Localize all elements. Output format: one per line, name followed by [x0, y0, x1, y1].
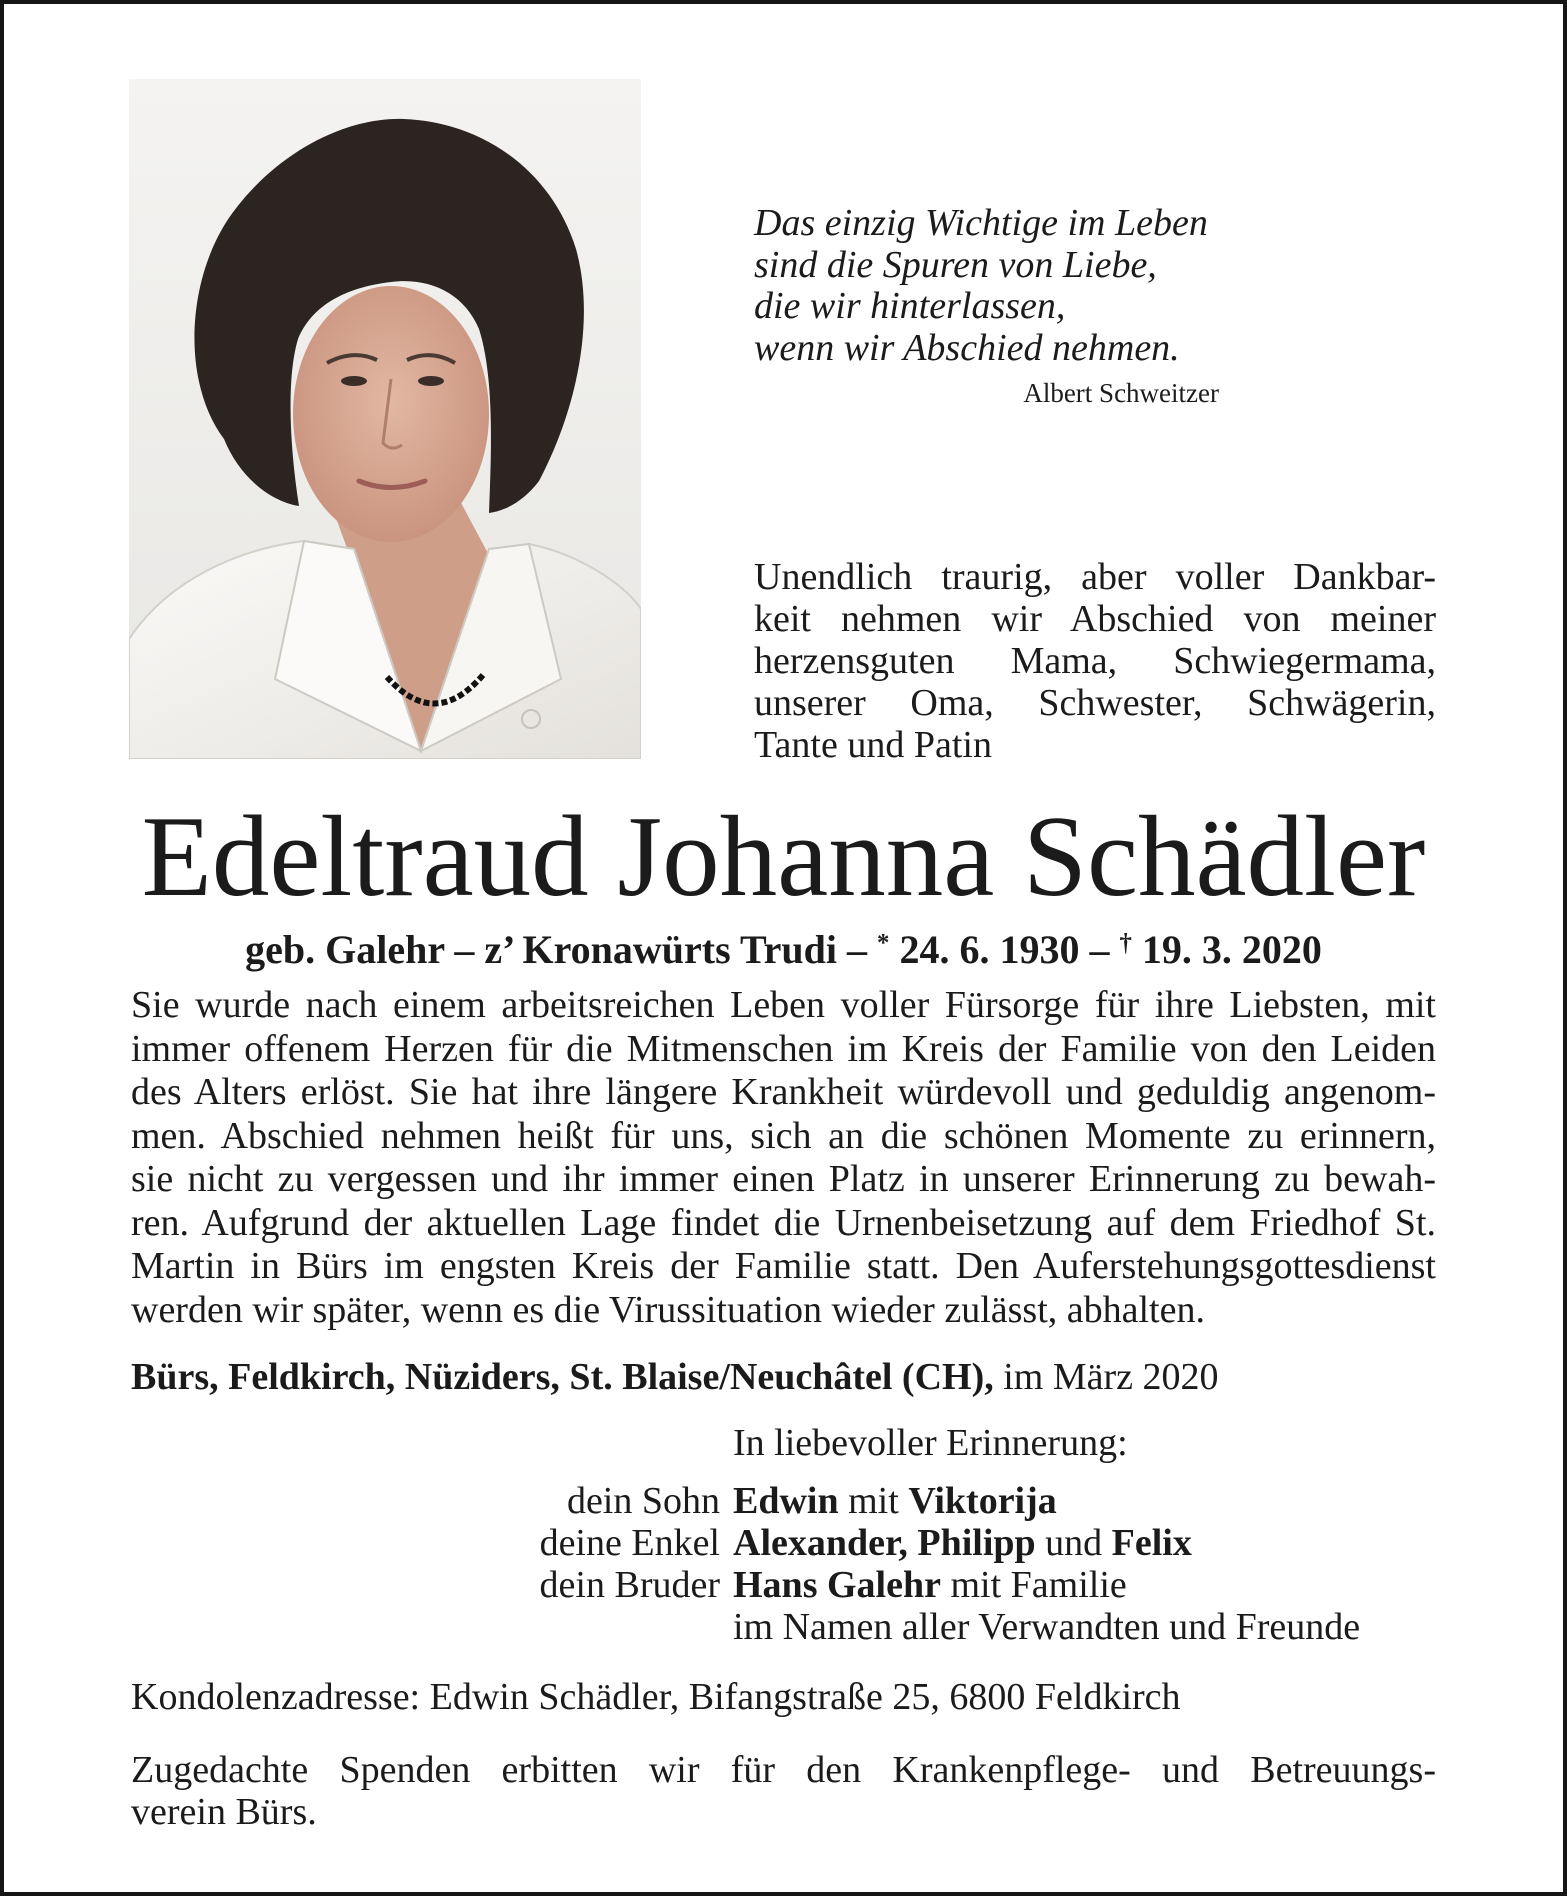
mourner-relation: [131, 1606, 733, 1648]
intro-line: herzensguten Mama, Schwiegermama,: [754, 640, 1436, 682]
intro-line: unserer Oma, Schwester, Schwägerin,: [754, 682, 1436, 724]
mourner-row: [131, 1564, 1436, 1606]
body-line: werden wir später, wenn es die Virussituation wieder zulässt, abhalten.: [131, 1288, 1205, 1331]
birth-symbol: *: [877, 929, 890, 957]
intro-line: keit nehmen wir Abschied von meiner: [754, 598, 1436, 640]
body-line: sie nicht zu vergessen und ihr immer einen Platz in unserer Erinnerung zu bewah-: [131, 1158, 1436, 1200]
intro-paragraph: [754, 556, 1436, 766]
mourner-names: [733, 1606, 1436, 1648]
mourner-name: Alexander, Philipp: [733, 1522, 1036, 1564]
quote: [754, 203, 1208, 369]
intro-line: Unendlich traurig, aber voller Dankbar-: [754, 556, 1436, 598]
separator: –: [1089, 927, 1110, 972]
places: Bürs, Feldkirch, Nüziders, St. Blaise/Neuchâtel (CH),: [131, 1356, 994, 1398]
mourner-name: Viktorija: [908, 1480, 1057, 1522]
date: im März 2020: [1003, 1356, 1219, 1398]
mourner-relation: dein Sohn: [566, 1480, 720, 1522]
mourner-connector: im Namen aller Verwandten und Freunde: [733, 1606, 1361, 1648]
mourner-names: [733, 1522, 1436, 1564]
separator: –: [454, 927, 475, 972]
mourner-row: [131, 1480, 1436, 1522]
mourner-connector: mit: [848, 1480, 899, 1522]
blouse-button: [522, 710, 540, 728]
body-line: immer offenem Herzen für die Mitmenschen im Kreis der Familie von den Leiden: [131, 1027, 1436, 1070]
quote-line: wenn wir Abschied nehmen.: [754, 326, 1180, 369]
mourner-name: Edwin: [733, 1480, 839, 1522]
mourner-row: [131, 1522, 1436, 1564]
portrait-photo: [129, 79, 641, 759]
mourner-connector: mit Familie: [950, 1564, 1127, 1606]
mourner-row: [131, 1606, 1436, 1648]
left-eye: [341, 376, 367, 386]
quote-author: Albert Schweitzer: [1023, 378, 1219, 408]
mourner-relation: dein Bruder: [539, 1564, 720, 1606]
death-symbol: †: [1119, 929, 1132, 957]
mourner-connector: und: [1045, 1522, 1103, 1564]
deceased-name: Edeltraud Johanna Schädler: [141, 793, 1426, 920]
separator: –: [847, 927, 868, 972]
mourners-heading: In liebevoller Erinnerung:: [733, 1422, 1128, 1464]
mourner-names: [733, 1480, 1436, 1522]
condolence-address: Kondolenzadresse: Edwin Schädler, Bifangstraße 25, 6800 Feldkirch: [131, 1676, 1181, 1718]
donations-line: verein Bürs.: [131, 1791, 317, 1833]
nickname: z’ Kronawürts Trudi: [484, 927, 838, 972]
mourners-list: [131, 1480, 1436, 1648]
donations-note: [131, 1749, 1436, 1833]
body-line: ren. Aufgrund der aktuellen Lage findet die Urnenbeisetzung auf dem Friedhof St.: [131, 1201, 1436, 1244]
body-line: des Alters erlöst. Sie hat ihre längere Krankheit würdevoll und geduldig angenom-: [131, 1071, 1436, 1113]
right-eye: [418, 376, 444, 386]
mourner-name: Hans Galehr: [733, 1564, 941, 1606]
donations-line: Zugedachte Spenden erbitten wir für den Krankenpflege- und Betreuungs-: [131, 1749, 1436, 1791]
maiden-name: geb. Galehr: [245, 927, 445, 972]
death-date: 19. 3. 2020: [1141, 927, 1322, 972]
body-line: Sie wurde nach einem arbeitsreichen Leben voller Fürsorge für ihre Liebsten, mit: [131, 984, 1436, 1026]
quote-line: sind die Spuren von Liebe,: [754, 243, 1157, 286]
mourner-names: [733, 1564, 1436, 1606]
body-line: men. Abschied nehmen heißt für uns, sich an die schönen Momente zu erinnern,: [131, 1114, 1436, 1157]
mourner-relation: deine Enkel: [539, 1522, 720, 1564]
birth-date: 24. 6. 1930: [899, 927, 1080, 972]
deceased-details: [131, 926, 1436, 974]
quote-line: Das einzig Wichtige im Leben: [754, 202, 1208, 244]
intro-line: Tante und Patin: [754, 724, 992, 766]
place-date: [131, 1356, 1219, 1400]
body-line: Martin in Bürs im engsten Kreis der Familie statt. Den Auferstehungsgottesdienst: [131, 1245, 1436, 1287]
mourner-name: Felix: [1111, 1522, 1192, 1564]
face: [293, 286, 489, 542]
body-paragraph: [131, 984, 1436, 1332]
quote-line: die wir hinterlassen,: [754, 285, 1066, 327]
